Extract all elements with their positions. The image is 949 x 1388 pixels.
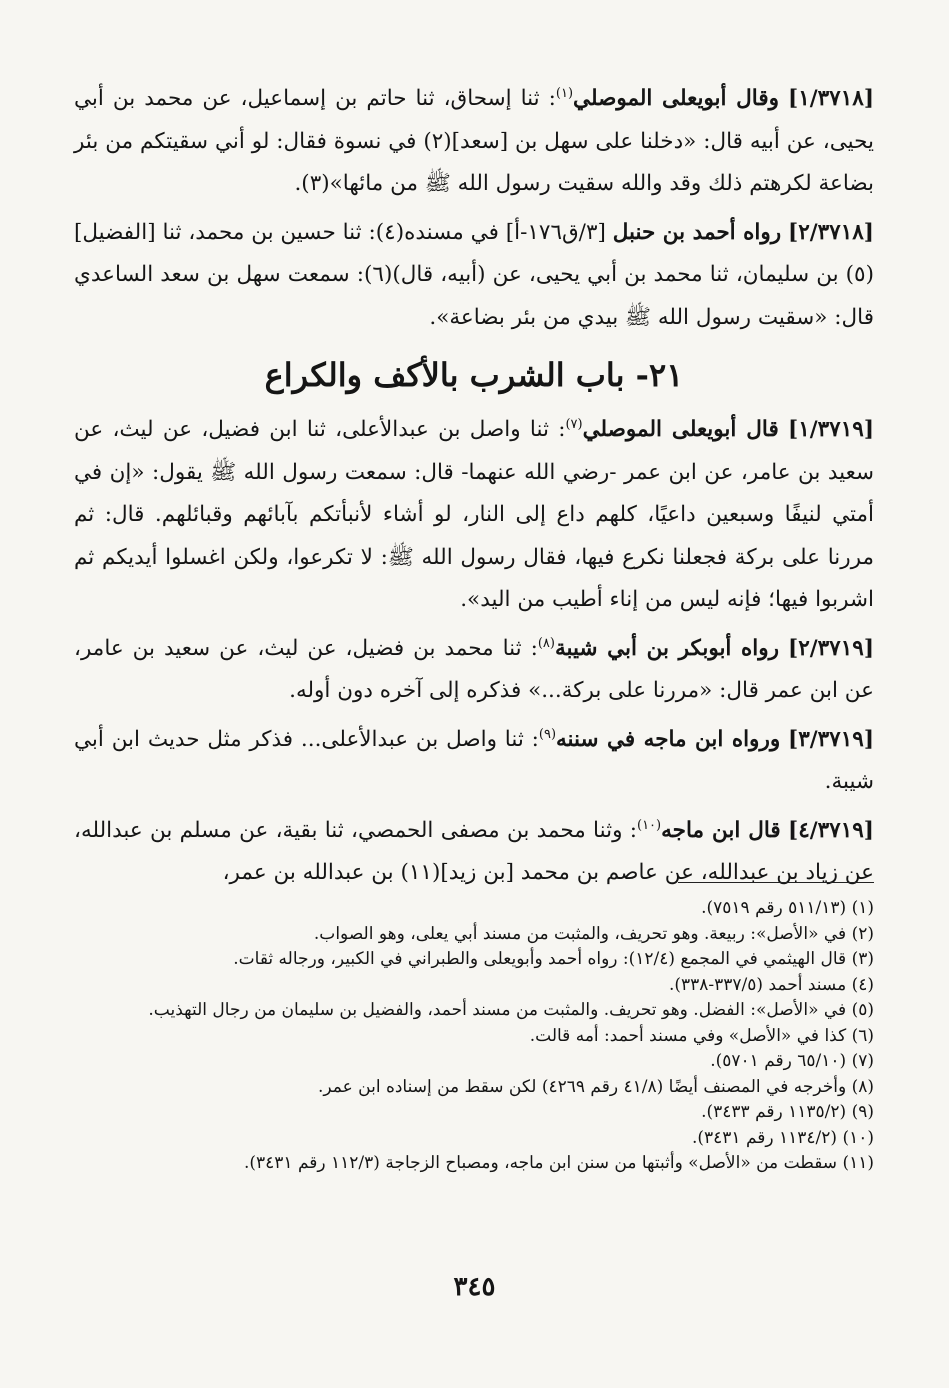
hadith-text: : ثنا إسحاق، ثنا حاتم بن إسماعيل، عن محمد بن أبي يحيى، عن أبيه قال: «دخلنا على سهل بن [سعد](٢) في نسوة فقال: لو أني سقيتكم من بئر بضاعة لكرهتم ذلك وقد والله سقيت رسول الله ﷺ من مائها»(٣).	[74, 86, 874, 196]
hadith-source: ورواه ابن ماجه في سننه	[556, 726, 781, 752]
hadith-source: قال أبويعلى الموصلي	[582, 417, 779, 442]
page-number: ٣٤٥	[453, 1272, 496, 1302]
hadith-paragraph	[74, 212, 874, 340]
hadith-reference: [٢/٣٧١٨]	[788, 219, 874, 245]
footnote: (٤) مسند أحمد (٣٣٧/٥-٣٣٨).	[668, 974, 874, 995]
hadith-paragraph	[74, 409, 874, 622]
footnote: (١) (٥١١/١٣ رقم ٧٥١٩).	[701, 898, 874, 918]
hadith-text: : وثنا محمد بن مصفى الحمصي، ثنا بقية، عن مسلم بن عبدالله، عن زياد بن عبدالله، عن عاصم بن محمد [بن زيد](١١) بن عبدالله بن عمر،	[74, 817, 874, 885]
hadith-source: رواه أبوبكر بن أبي شيبة	[554, 635, 780, 661]
hadith-reference: [٤/٣٧١٩]	[788, 817, 874, 843]
chapter-heading: ٢١- باب الشرب بالأكف والكراع	[264, 356, 684, 394]
footnote: (٥) في «الأصل»: الفضل. وهو تحريف. والمثبت من مسند أحمد، والفضيل بن سليمان من رجال التهذيب.	[148, 1000, 874, 1020]
hadith-paragraph	[74, 78, 874, 206]
footnote-marker: (١)	[555, 85, 574, 101]
hadith-paragraph	[74, 719, 874, 804]
hadith-source: وقال أبويعلى الموصلي	[573, 86, 780, 111]
footnote-marker: (٨)	[537, 635, 555, 651]
hadith-text: [٣/ق١٧٦-أ] في مسنده(٤): ثنا حسين بن محمد، ثنا [الفضيل](٥) بن سليمان، ثنا محمد بن أبي يحيى، عن (أبيه، قال)(٦): سمعت سهل بن سعد الساعدي قال: «سقيت رسول الله ﷺ بيدي من بئر بضاعة».	[74, 219, 874, 330]
footnotes	[74, 896, 874, 1177]
footnote: (٣) قال الهيثمي في المجمع (١٢/٤): رواه أحمد وأبويعلى والطبراني في الكبير، ورجاله ثقات.	[233, 949, 874, 969]
hadith-text: : ثنا واصل بن عبدالأعلى... فذكر مثل حديث ابن أبي شيبة.	[74, 726, 874, 794]
hadith-text: : ثنا محمد بن فضيل، عن ليث، عن سعيد بن عامر، عن ابن عمر قال: «مررنا على بركة...» فذكره إلى آخره دون أوله.	[74, 635, 874, 703]
hadith-reference: [١/٣٧١٨]	[788, 86, 874, 111]
footnote-marker: (٧)	[565, 416, 583, 432]
hadith-text: : ثنا واصل بن عبدالأعلى، ثنا ابن فضيل، عن ليث، عن سعيد بن عامر، عن ابن عمر -رضي الله عنهما- قال: سمعت رسول الله ﷺ يقول: «إن في أمتي لنيفًا وسبعين داعيًا، كلهم داع إلى النار، لو أشاء لأنبأتكم بآبائهم وقبائلهم. قال: ثم مررنا على بركة فجعلنا نكرع فيها، فقال رسول الله ﷺ: لا تكرعوا، ولكن اغسلوا أيديكم ثم اشربوا فيها؛ فإنه ليس من إناء أطيب من اليد».	[74, 417, 874, 612]
footnote: (٩) (١١٣٥/٢ رقم ٣٤٣٣).	[701, 1102, 874, 1122]
hadith-source: قال ابن ماجه	[661, 817, 781, 843]
footnote-separator	[678, 882, 874, 883]
hadith-reference: [٢/٣٧١٩]	[788, 635, 874, 661]
footnote: (٨) وأخرجه في المصنف أيضًا (٤١/٨ رقم ٤٢٦٩) لكن سقط من إسناده ابن عمر.	[317, 1076, 874, 1097]
hadith-reference: [١/٣٧١٩]	[788, 417, 875, 442]
hadith-reference: [٣/٣٧١٩]	[788, 726, 875, 752]
footnote: (١١) سقطت من «الأصل» وأثبتها من سنن ابن ماجه، ومصباح الزجاجة (١١٢/٣ رقم ٣٤٣١).	[243, 1153, 874, 1173]
main-text	[74, 78, 874, 901]
hadith-source: رواه أحمد بن حنبل	[612, 219, 782, 245]
footnote: (٢) في «الأصل»: ربيعة. وهو تحريف، والمثبت من مسند أبي يعلى، وهو الصواب.	[313, 923, 874, 944]
footnote: (٧) (٦٥/١٠ رقم ٥٧٠١).	[710, 1051, 874, 1071]
footnote: (٦) كذا في «الأصل» وفي مسند أحمد: أمه قالت.	[529, 1025, 874, 1046]
hadith-paragraph	[74, 628, 874, 713]
footnote-marker: (١٠)	[637, 817, 662, 833]
footnote: (١٠) (١١٣٤/٢ رقم ٣٤٣١).	[691, 1127, 874, 1148]
footnote-marker: (٩)	[538, 726, 557, 742]
